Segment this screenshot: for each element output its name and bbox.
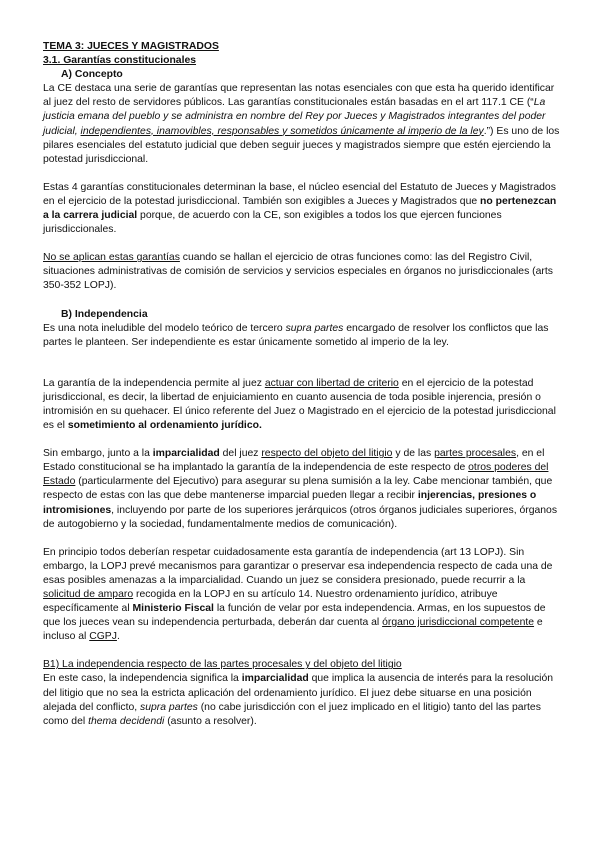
paragraph-concepto-3: No se aplican estas garantías cuando se hallan el ejercicio de otras funciones como: las del Registro Civil, situaciones administrativas de comisión de servicios y servicios especiales en órganos no jurisdiccionales (arts 350-352 LOPJ).	[43, 252, 553, 292]
subsection-heading-concepto: A) Concepto	[61, 69, 123, 81]
paragraph-independencia-2: La garantía de la independencia permite al juez actuar con libertad de criterio en el ejercicio de la potestad jurisdiccional, es decir, la libertad de enjuiciamiento en cuanto ausencia de toda posible injerencia, presión o intromisión en su quehacer. El único referente del Juez o Magistrado en el ejercicio de la potestad jurisdiccional es el sometimiento al ordenamiento jurídico.	[43, 377, 556, 432]
subheading-b1: B1) La independencia respecto de las partes procesales y del objeto del litigio	[43, 659, 402, 671]
paragraph-independencia-1: Es una nota ineludible del modelo teórico de tercero supra partes encargado de resolver los conflictos que las partes le planteen. Ser independiente es estar únicamente sometido al imperio de la ley.	[43, 322, 549, 348]
subsection-heading-independencia: B) Independencia	[61, 308, 148, 320]
paragraph-independencia-3: Sin embargo, junto a la imparcialidad del juez respecto del objeto del litigio y de las partes procesales, en el Estado constitucional se ha implantado la garantía de la independencia de este respecto de otros poderes del Estado (particularmente del Ejecutivo) para asegurar su plena sumisión a la ley. Cabe mencionar también, que respecto de estas con las que debe mantenerse imparcial pueden llegar a recibir injerencias, presiones o intromisiones, incluyendo por parte de los superiores jerárquicos (otros órganos judiciales superiores, órganos de autogobierno y la sociedad, fundamentalmente medios de comunicación).	[43, 448, 558, 530]
section-heading: 3.1. Garantías constitucionales	[43, 55, 197, 67]
paragraph-concepto-2: Estas 4 garantías constitucionales determinan la base, el núcleo esencial del Estatuto de Jueces y Magistrados en el ejercicio de la potestad jurisdiccional. También son exigibles a Jueces y Magistrados que no pertenezcan a la carrera judicial porque, de acuerdo con la CE, son exigibles a todos los que ejercen funciones jurisdiccionales.	[43, 181, 557, 236]
document-title: TEMA 3: JUECES Y MAGISTRADOS	[43, 41, 219, 52]
paragraph-independencia-4: En principio todos deberían respetar cuidadosamente esta garantía de independencia (art 13 LOPJ). Sin embargo, la LOPJ prevé mecanismos para garantizar o preservar esa independencia respecto de cada una de esas posibles amenazas a la imparcialidad. Cuando un juez se considera presionado, puede recurrir a la solicitud de amparo recogida en la LOPJ en su artículo 14. Nuestro ordenamiento jurídico, atribuye específicamente al Ministerio Fiscal la función de velar por esta independencia. Armas, en los supuestos de que los jueces vean su independencia perturbada, deberán dar cuenta al órgano jurisdiccional competente e incluso al CGPJ.	[43, 546, 553, 643]
document-page	[43, 40, 563, 729]
paragraph-b1: En este caso, la independencia significa la imparcialidad que implica la ausencia de interés para la resolución del litigio que no sea la estricta aplicación del ordenamiento jurídico. El juez debe situarse en una posición alejada del conflicto, supra partes (no cabe jurisdicción con el juez implicado en el litigio) tanto del las partes como del thema decidendi (asunto a resolver).	[43, 673, 554, 727]
paragraph-concepto-1: La CE destaca una serie de garantías que representan las notas esenciales con que esta ha querido identificar al juez del resto de servidores públicos. Las garantías constitucionales están basadas en el art 117.1 CE (“La justicia emana del pueblo y se administra en nombre del Rey por Jueces y Magistrados integrantes del poder judicial, independientes, inamovibles, responsables y sometidos únicamente al imperio de la ley.”) Es uno de los pilares esenciales del estatuto judicial que deben seguir jueces y magistrados siempre que estén ejerciendo la potestad jurisdiccional.	[43, 83, 560, 165]
